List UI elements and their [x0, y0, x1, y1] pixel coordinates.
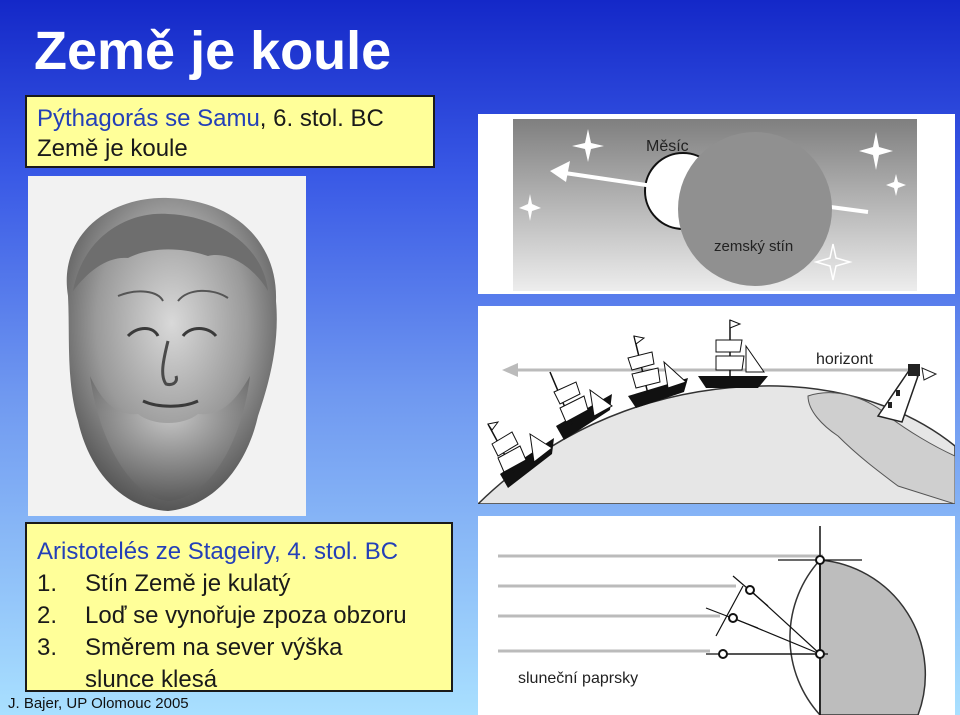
evidence-item: 1. Stín Země je kulatý	[37, 570, 291, 597]
pythagoras-note	[25, 95, 435, 168]
pythagoras-name: Pýthagorás se Samu	[37, 105, 260, 132]
pythagoras-heading	[37, 104, 423, 134]
aristotle-name: Aristotelés ze Stageiry	[37, 538, 274, 565]
aristotle-heading	[37, 536, 441, 568]
ship-horizon-diagram	[478, 306, 955, 504]
aristotle-date: , 4. stol. BC	[274, 538, 399, 565]
lighthouse-icon	[878, 364, 936, 422]
evidence-item: 3. Směrem na sever výška	[37, 634, 343, 661]
rays-label: sluneční paprsky	[518, 670, 639, 687]
evidence-item: 2. Loď se vynořuje zpoza obzoru	[37, 602, 407, 629]
horizon-label: horizont	[816, 351, 873, 368]
author-footer: J. Bajer, UP Olomouc 2005	[8, 695, 189, 712]
sun-ray-arrows	[498, 556, 823, 651]
moon-label: Měsíc	[646, 138, 689, 155]
earth-shadow	[678, 132, 832, 286]
aristotle-bust-image	[28, 176, 306, 516]
earth-lit-side	[790, 560, 820, 715]
sailing-ship-icon	[698, 320, 768, 388]
pythagoras-date: , 6. stol. BC	[259, 105, 384, 132]
lunar-eclipse-diagram	[478, 114, 955, 294]
earth-dark-side	[820, 560, 925, 715]
sun-rays-diagram	[478, 516, 955, 715]
pythagoras-claim: Země je koule	[37, 135, 188, 162]
shadow-label: zemský stín	[714, 238, 794, 255]
evidence-item-continuation: slunce klesá	[85, 666, 218, 693]
aristotle-note	[25, 522, 453, 692]
slide-title: Země je koule	[34, 21, 392, 81]
